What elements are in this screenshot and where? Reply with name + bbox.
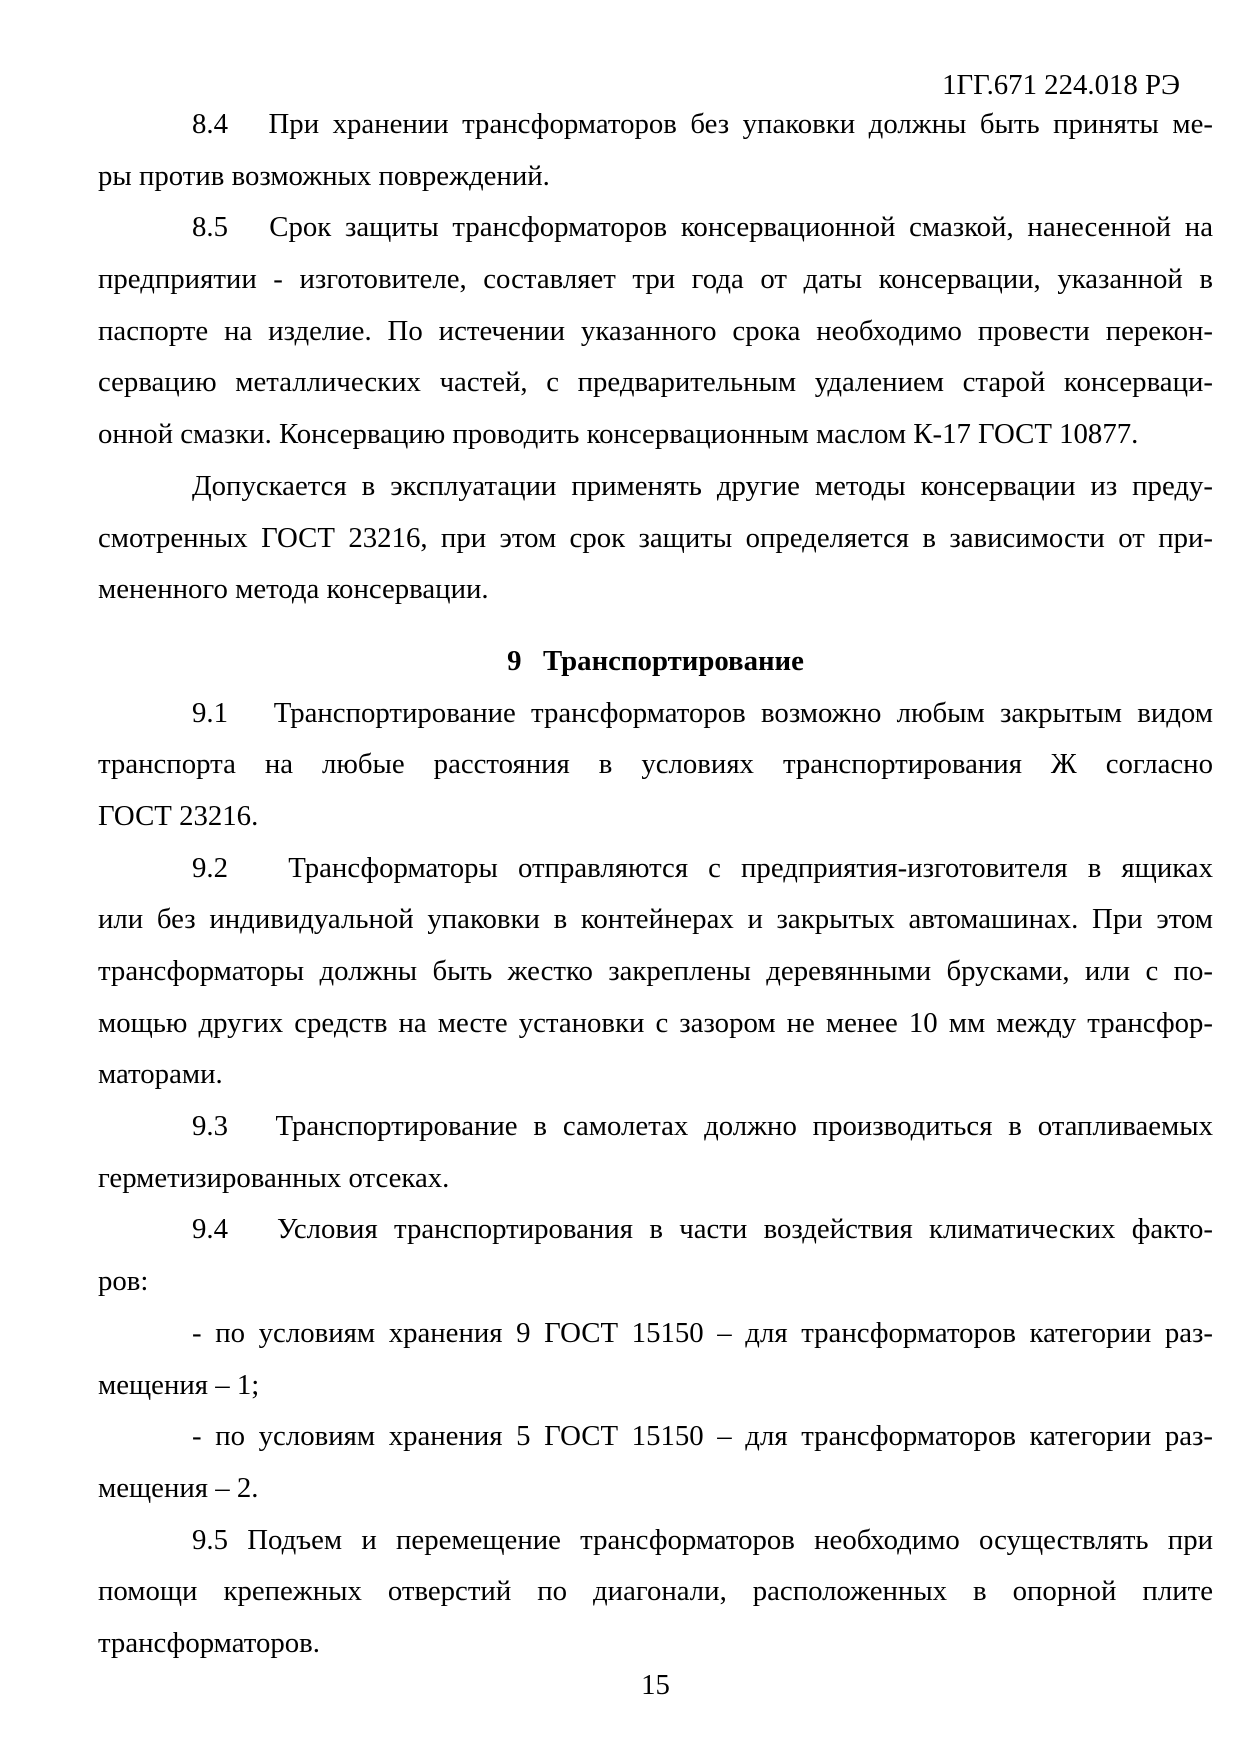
paragraph-line: или без индивидуальной упаковки в контейнерах и закрытых автомашинах. При этом xyxy=(98,903,1213,936)
paragraph-line: транспорта на любые расстояния в условиях транспортирования Ж согласно xyxy=(98,748,1213,781)
paragraph-line: 9.3 Транспортирование в самолетах должно производиться в отапливаемых xyxy=(192,1110,1213,1143)
list-item-line: мещения – 2. xyxy=(98,1471,259,1504)
list-item-line: мещения – 1; xyxy=(98,1368,260,1401)
paragraph-line: предприятии - изготовителе, составляет три года от даты консервации, указанной в xyxy=(98,263,1213,296)
paragraph-line: сервацию металлических частей, с предварительным удалением старой консерваци- xyxy=(98,366,1213,399)
paragraph-line: маторами. xyxy=(98,1058,223,1091)
paragraph-line: мощью других средств на месте установки с зазором не менее 10 мм между трансфор- xyxy=(98,1006,1213,1039)
list-item-line: - по условиям хранения 9 ГОСТ 15150 – для трансформаторов категории раз- xyxy=(192,1316,1213,1349)
paragraph-line: смотренных ГОСТ 23216, при этом срок защиты определяется в зависимости от при- xyxy=(98,521,1213,554)
section-heading: 9 Транспортирование xyxy=(507,644,804,677)
paragraph-line: трансформаторы должны быть жестко закреплены деревянными брусками, или с по- xyxy=(98,955,1213,987)
paragraph-line: герметизированных отсеках. xyxy=(98,1161,450,1194)
paragraph-line: 9.4 Условия транспортирования в части воздействия климатических факто- xyxy=(192,1213,1213,1246)
document-code: 1ГГ.671 224.018 РЭ xyxy=(942,69,1180,101)
paragraph-line: паспорте на изделие. По истечении указанного срока необходимо провести перекон- xyxy=(98,314,1213,347)
paragraph-line: 9.1 Транспортирование трансформаторов возможно любым закрытым видом xyxy=(192,696,1213,729)
document-body xyxy=(98,99,1213,1670)
paragraph-line: трансформаторов. xyxy=(98,1626,320,1659)
paragraph-line: 9.2 Трансформаторы отправляются с предприятия-изготовителя в ящиках xyxy=(192,851,1213,884)
paragraph-line: ров: xyxy=(98,1265,149,1298)
paragraph-line: мененного метода консервации. xyxy=(98,573,489,606)
paragraph-line: 8.4 При хранении трансформаторов без упаковки должны быть приняты ме- xyxy=(192,108,1213,140)
paragraph-line: Допускается в эксплуатации применять другие методы консервации из преду- xyxy=(192,469,1213,502)
paragraph-line: 8.5 Срок защиты трансформаторов консервационной смазкой, нанесенной на xyxy=(192,211,1213,244)
paragraph-line: помощи крепежных отверстий по диагонали, расположенных в опорной плите xyxy=(98,1575,1213,1608)
paragraph-line: онной смазки. Консервацию проводить консервационным маслом К-17 ГОСТ 10877. xyxy=(98,418,1139,451)
paragraph-line: 9.5 Подъем и перемещение трансформаторов необходимо осуществлять при xyxy=(192,1523,1213,1556)
paragraph-line: ры против возможных повреждений. xyxy=(98,159,550,192)
page-number: 15 xyxy=(641,1669,670,1701)
list-item-line: - по условиям хранения 5 ГОСТ 15150 – для трансформаторов категории раз- xyxy=(192,1420,1213,1453)
paragraph-line: ГОСТ 23216. xyxy=(98,799,259,832)
